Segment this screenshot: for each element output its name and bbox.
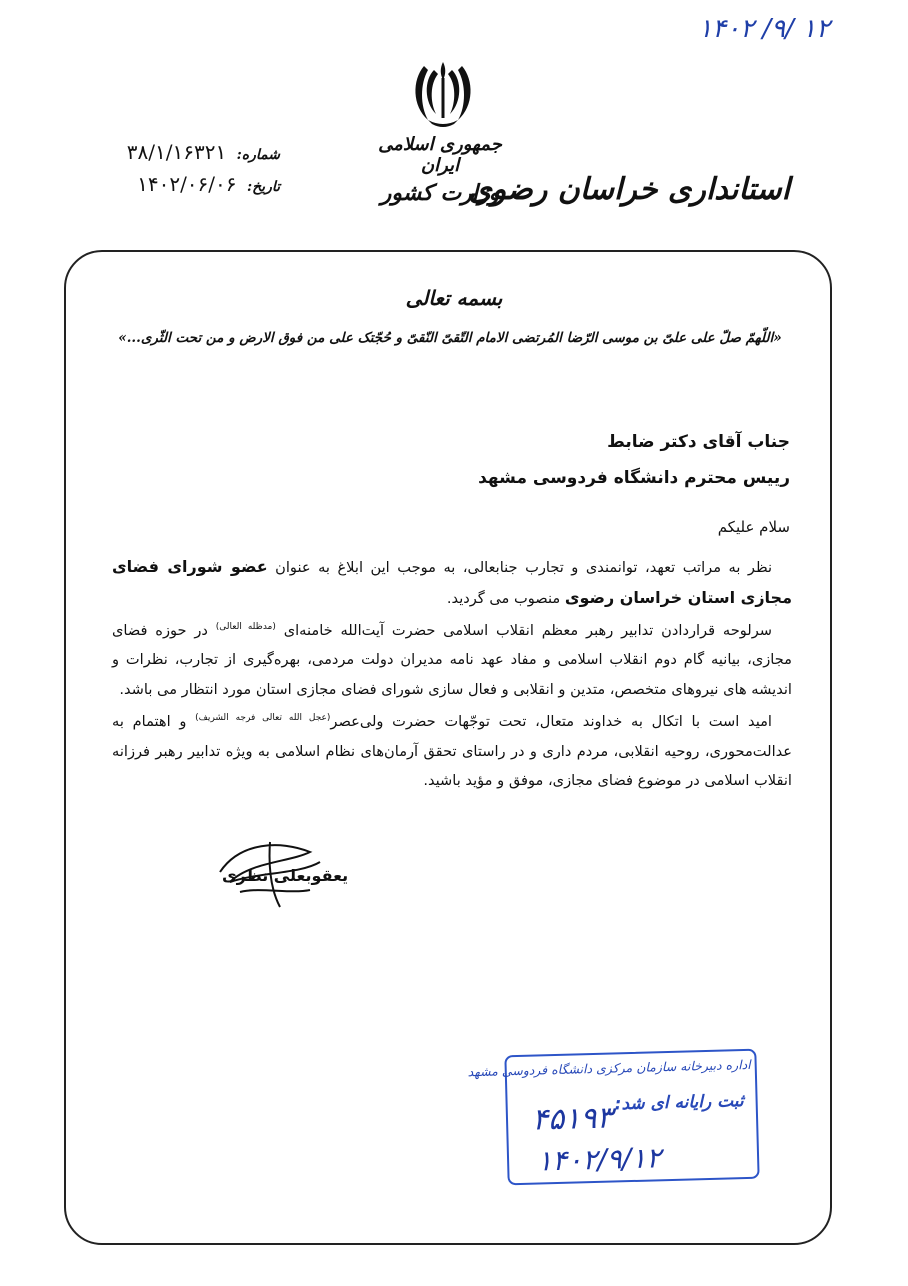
date-value: ۱۴۰۲/۰۶/۰۶ [137,172,237,196]
paragraph-appointment: نظر به مراتب تعهد، توانمندی و تجارب جنابعالی، به موجب این ابلاغ به عنوان عضو شورای فضای مجازی استان خراسان رضوی منصوب می گردید. [112,557,792,607]
signatory-name: یعقوبعلی نظری [222,866,349,885]
province-title: استانداری خراسان رضوی [468,172,790,207]
appointment-position: عضو شورای فضای مجازی استان خراسان رضوی [112,557,792,607]
addressee-title: رییس محترم دانشگاه فردوسی مشهد [478,468,790,488]
date-label: تاریخ: [246,179,280,195]
honorific-1: (مدظله العالی) [215,622,276,632]
republic-title: جمهوری اسلامی ایران [378,134,502,176]
letter-number [80,140,280,164]
paragraph-expectations: سرلوحه قراردادن تدابیر رهبر معظم انقلاب اسلامی حضرت آیت‌الله خامنه‌ای $^{(مدظله العالی)}$ در حوزه فضای مجازی، بیانیه گام دوم انقلاب اسلامی و مفاد عهد نامه مدیران دولت مردمی، بهره‌گیری از تجارب، نظرات و اندیشه های نیروهای متخصص، متدین و انقلابی و فعال سازی شورای فضای مجازی استان مورد انتظار می باشد. [112,621,792,698]
number-label: شماره: [236,147,280,163]
letter-date [80,172,280,196]
handwritten-date: ۱۴۰۲ /۹/ ۱۲ [698,14,830,44]
paragraph-closing: امید است با اتکال به خداوند متعال، تحت توجّهات حضرت ولی‌عصر$^{(عجل الله تعالی فرجه الشریف)}$ و اهتمام به عدالت‌محوری، روحیه انقلابی، مردم داری و در راستای تحقق آرمان‌های نظام اسلامی به ویژه تدابیر رهبر فرزانه انقلاب اسلامی در موضوع فضای مجازی، موفق و مؤید باشید. [112,713,792,790]
iran-emblem-icon [410,58,476,128]
greeting: سلام علیکم [717,518,790,536]
ministry-title: وزارت کشور [380,180,500,206]
honorific-2: (عجل الله تعالی فرجه الشریف) [195,713,331,724]
stamp-organization: اداره دبیرخانه سازمان مرکزی دانشگاه فردوسی مشهد [467,1056,751,1080]
addressee-name: جناب آقای دکتر ضابط [607,432,790,452]
stamp-label: ثبت رایانه ای شد: [614,1091,744,1115]
registration-stamp [467,1049,759,1186]
salawat-line: «اللّهمّ صلّ علی علیّ بن موسی الرّضا المُرتضی الامام التّقیّ النّقیّ و حُجّتک علی من فوق الارض و من تحت الثّری...» [118,330,782,346]
stamp-date: ۱۴۰۲/۹/۱۲ [536,1141,662,1178]
bism-heading: بسمه تعالی [405,286,503,310]
letter-body [112,552,792,796]
stamp-number: ۴۵۱۹۳ [531,1100,614,1138]
number-value: ۳۸/۱/۱۶۳۲۱ [126,140,227,164]
